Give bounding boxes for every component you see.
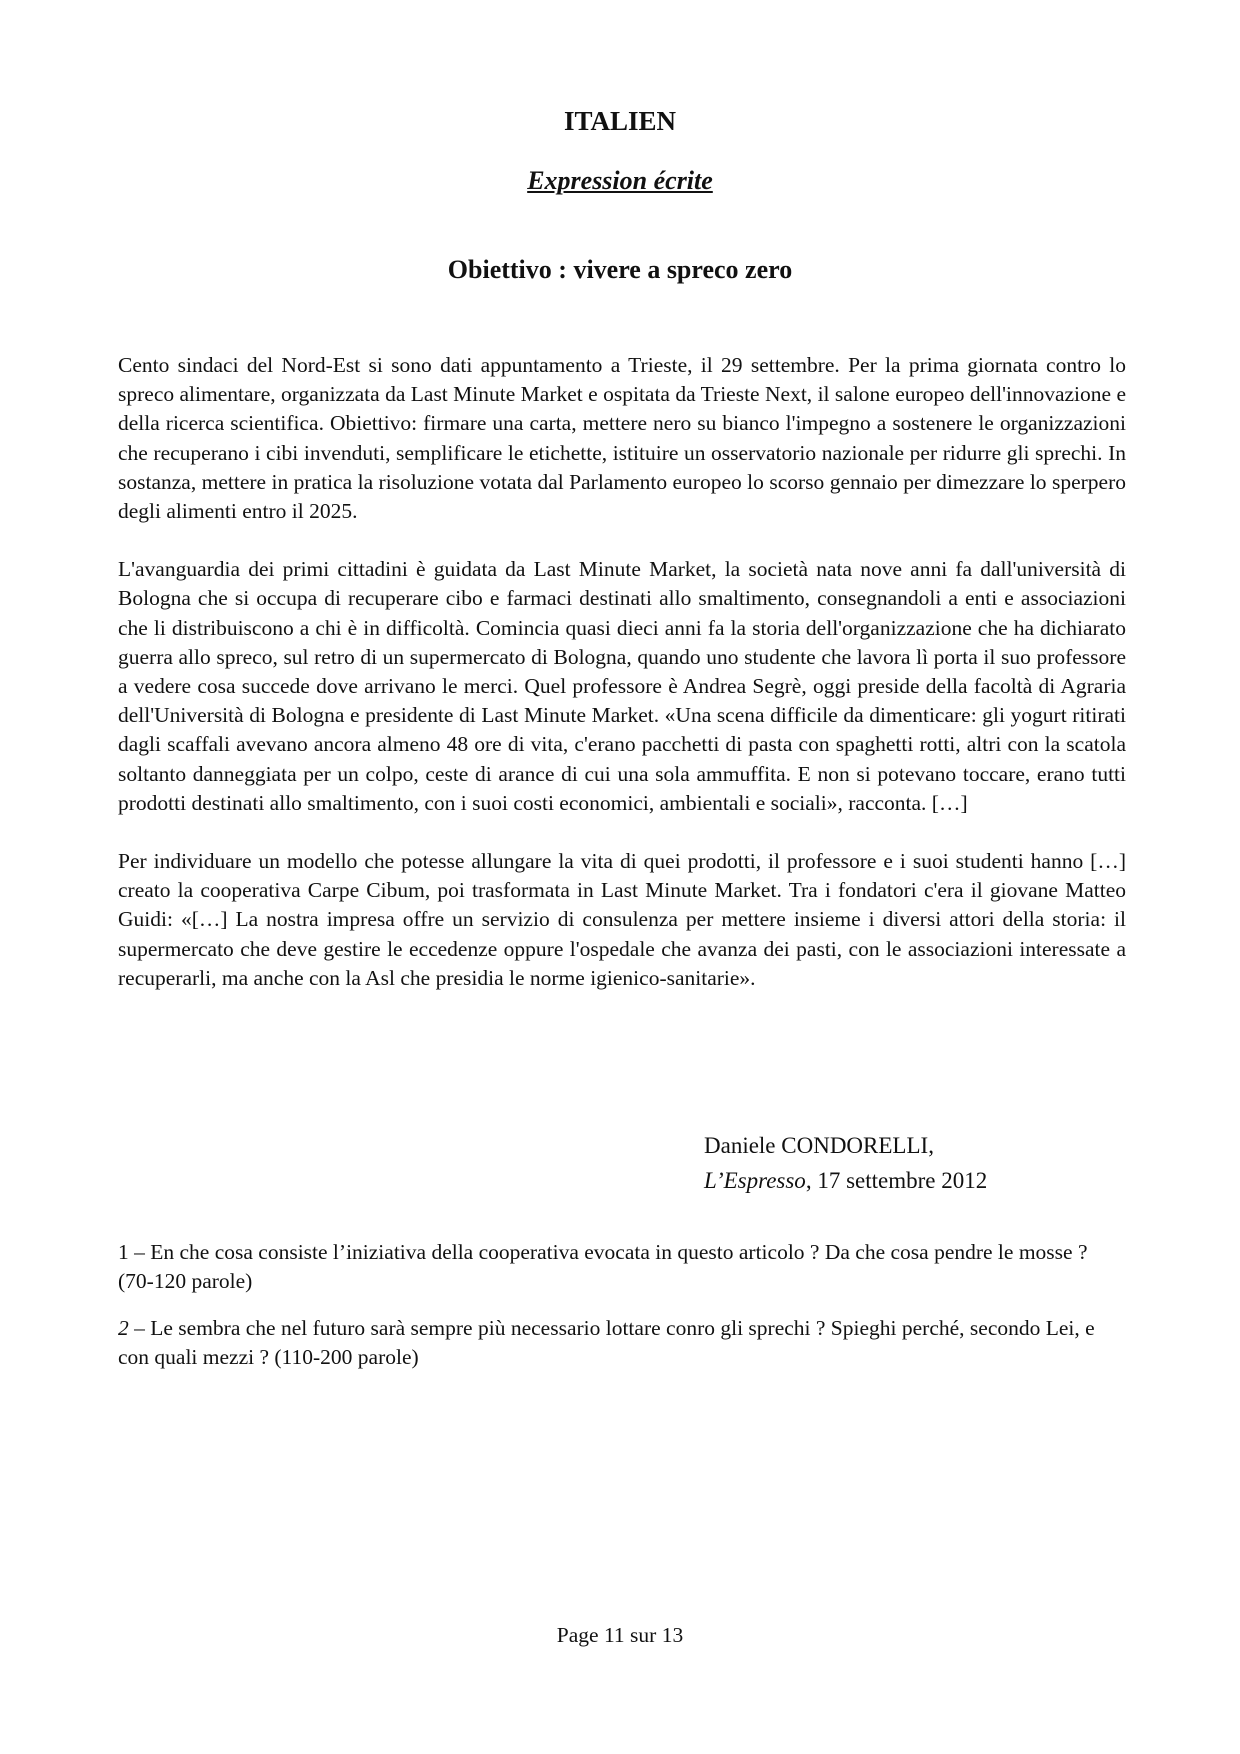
publication-name: L’Espresso [704,1168,806,1193]
author-name: Daniele CONDORELLI, [704,1133,934,1158]
publication-date: , 17 settembre 2012 [805,1168,988,1193]
question-text: – En che cosa consiste l’iniziativa della cooperativa evocata in questo articolo ? Da che cosa pendre le mosse ? (70-120 parole) [118,1240,1088,1293]
question-text: – Le sembra che nel futuro sarà sempre più necessario lottare conro gli sprechi ? Spieghi perché, secondo Lei, e con quali mezzi ? (110-200 parole) [118,1316,1095,1369]
source-line [704,1163,987,1198]
questions-section [118,1238,1128,1390]
question-number: 1 [118,1240,129,1264]
article-signature [704,1128,987,1198]
question-item [118,1238,1128,1296]
article-paragraph: Per individuare un modello che potesse allungare la vita di quei prodotti, il professore e i suoi studenti hanno […] creato la cooperativa Carpe Cibum, poi trasformata in Last Minute Market. Tra i fondatori c'era il giovane Matteo Guidi: «[…] La nostra impresa offre un servizio di consulenza per mettere insieme i diversi attori della storia: il supermercato che deve gestire le eccedenze oppure l'ospedale che avanza dei pasti, con le associazioni interessate a recuperarli, ma anche con la Asl che presidia le norme igienico-sanitarie». [118,849,1126,990]
page-title: ITALIEN [563,106,677,136]
section-subtitle: Expression écrite [527,166,713,195]
question-number: 2 [118,1316,129,1340]
article-paragraph: Cento sindaci del Nord-Est si sono dati appuntamento a Trieste, il 29 settembre. Per la prima giornata contro lo spreco alimentare, organizzata da Last Minute Market e ospitata da Trieste Next, il salone europeo dell'innovazione e della ricerca scientifica. Obiettivo: firmare una carta, mettere nero su bianco l'impegno a sostenere le organizzazioni che recuperano i cibi invenduti, semplificare le etichette, istituire un osservatorio nazionale per ridurre gli sprechi. In sostanza, mettere in pratica la risoluzione votata dal Parlamento europeo lo scorso gennaio per dimezzare lo sperpero degli alimenti entro il 2025. [118,353,1126,524]
page-number: Page 11 sur 13 [556,1623,684,1647]
question-item [118,1314,1128,1372]
article-body [118,351,1126,1022]
article-paragraph: L'avanguardia dei primi cittadini è guidata da Last Minute Market, la società nata nove anni fa dall'università di Bologna che si occupa di recuperare cibo e farmaci destinati allo smaltimento, consegnandoli a enti e associazioni che li distribuiscono a chi è in difficoltà. Comincia quasi dieci anni fa la storia dell'organizzazione che ha dichiarato guerra allo spreco, sul retro di un supermercato di Bologna, quando uno studente che lavora lì porta il suo professore a vedere cosa succede dove arrivano le merci. Quel professore è Andrea Segrè, oggi preside della facoltà di Agraria dell'Università di Bologna e presidente di Last Minute Market. «Una scena difficile da dimenticare: gli yogurt ritirati dagli scaffali avevano ancora almeno 48 ore di vita, c'erano pacchetti di pasta con spaghetti rotti, altri con la scatola soltanto danneggiata per un colpo, ceste di arance di cui una sola ammuffita. E non si potevano toccare, erano tutti prodotti destinati allo smaltimento, con i suoi costi economici, ambientali e sociali», racconta. […] [118,557,1126,815]
article-headline: Obiettivo : vivere a spreco zero [447,255,793,284]
